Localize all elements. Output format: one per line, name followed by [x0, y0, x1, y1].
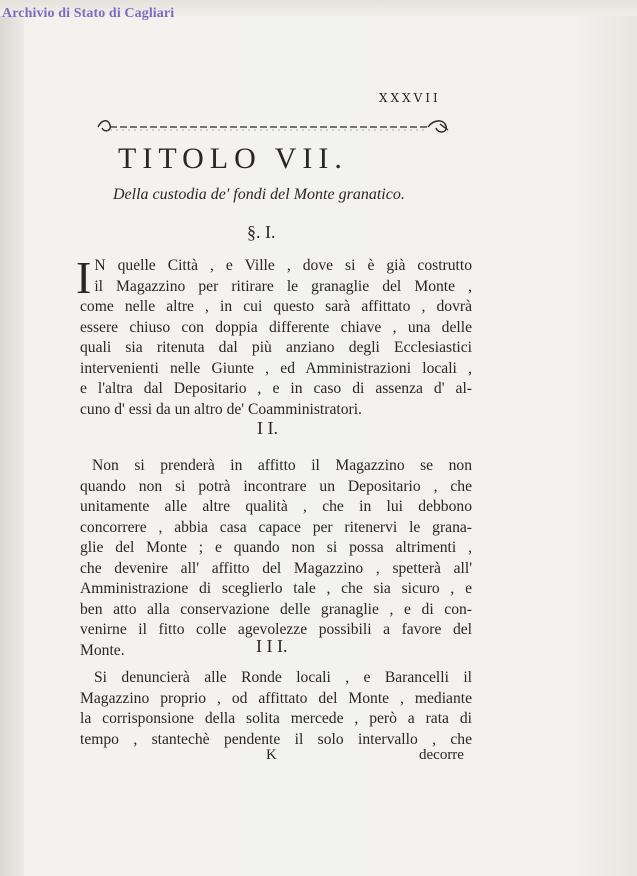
text-line: Non si prenderà in affitto il Magazzino se non — [92, 457, 472, 474]
section-paragraph-1 — [76, 252, 472, 420]
text-line: Si denuncierà alle Ronde locali , e Barancelli il — [94, 669, 472, 686]
section-heading-2: I I. — [257, 418, 278, 438]
page-gutter — [0, 0, 24, 876]
text-line: la corrisponsione della solita mercede , però a rata di — [80, 710, 472, 727]
catchword: decorre — [419, 747, 464, 763]
section-paragraph-3 — [80, 668, 472, 750]
ornament-divider-icon — [92, 117, 454, 137]
text-line: e l'altra dal Depositario , e in caso di assenza d' al- — [80, 380, 472, 397]
text-line: che devenire all' affitto del Magazzino , spetterà all' — [80, 559, 472, 577]
section-heading-3: I I I. — [256, 636, 288, 656]
text-line: N quelle Città , e Ville , dove si è già costrutto — [94, 257, 472, 274]
section-paragraph-2 — [80, 456, 472, 661]
text-line: glie del Monte ; e quando non si possa altrimenti , — [80, 539, 472, 556]
text-line: Amministrazione di sceglierlo tale , che sia sicuro , e — [80, 580, 472, 597]
text-line: il Magazzino per ritirare le granaglie del Monte , — [94, 277, 472, 295]
text-line: tempo , stantechè pendente il solo intervallo , che — [80, 730, 472, 748]
text-line: Monte. — [80, 641, 125, 659]
text-line: quali sia ritenuta dal più anziano degli Ecclesiastici — [80, 339, 472, 356]
section-heading-1: §. I. — [247, 222, 276, 242]
text-line: come nelle altre , in cui questo sarà affittato , dovrà — [80, 298, 472, 315]
chapter-title: TITOLO VII. — [118, 142, 348, 175]
text-line: quando non si potrà incontrare un Depositario , che — [80, 477, 472, 495]
text-line: essere chiuso con doppia differente chiave , una delle — [80, 318, 472, 336]
text-line: intervenienti nelle Giunte , ed Amministrazioni locali , — [80, 359, 472, 377]
signature-mark: K — [266, 747, 277, 763]
text-line: concorrere , abbia casa capace per ritenervi le grana- — [80, 518, 472, 536]
text-line: Magazzino proprio , od affittato del Monte , mediante — [80, 689, 472, 707]
text-line: venirne il fitto colle agevolezze possibili a favore del — [80, 621, 472, 638]
text-line: ben atto alla conservazione delle granaglie , e di con- — [80, 600, 472, 618]
text-line: cuno d' essi da un altro de' Coamministratori. — [80, 400, 362, 418]
text-line: unitamente alle altre qualità , che in lui debbono — [80, 498, 472, 515]
archive-watermark: Archivio di Stato di Cagliari — [2, 6, 175, 21]
drop-cap: I — [76, 252, 92, 303]
chapter-subtitle: Della custodia de' fondi del Monte granatico. — [113, 186, 405, 203]
page-number: XXXVII — [379, 91, 441, 105]
